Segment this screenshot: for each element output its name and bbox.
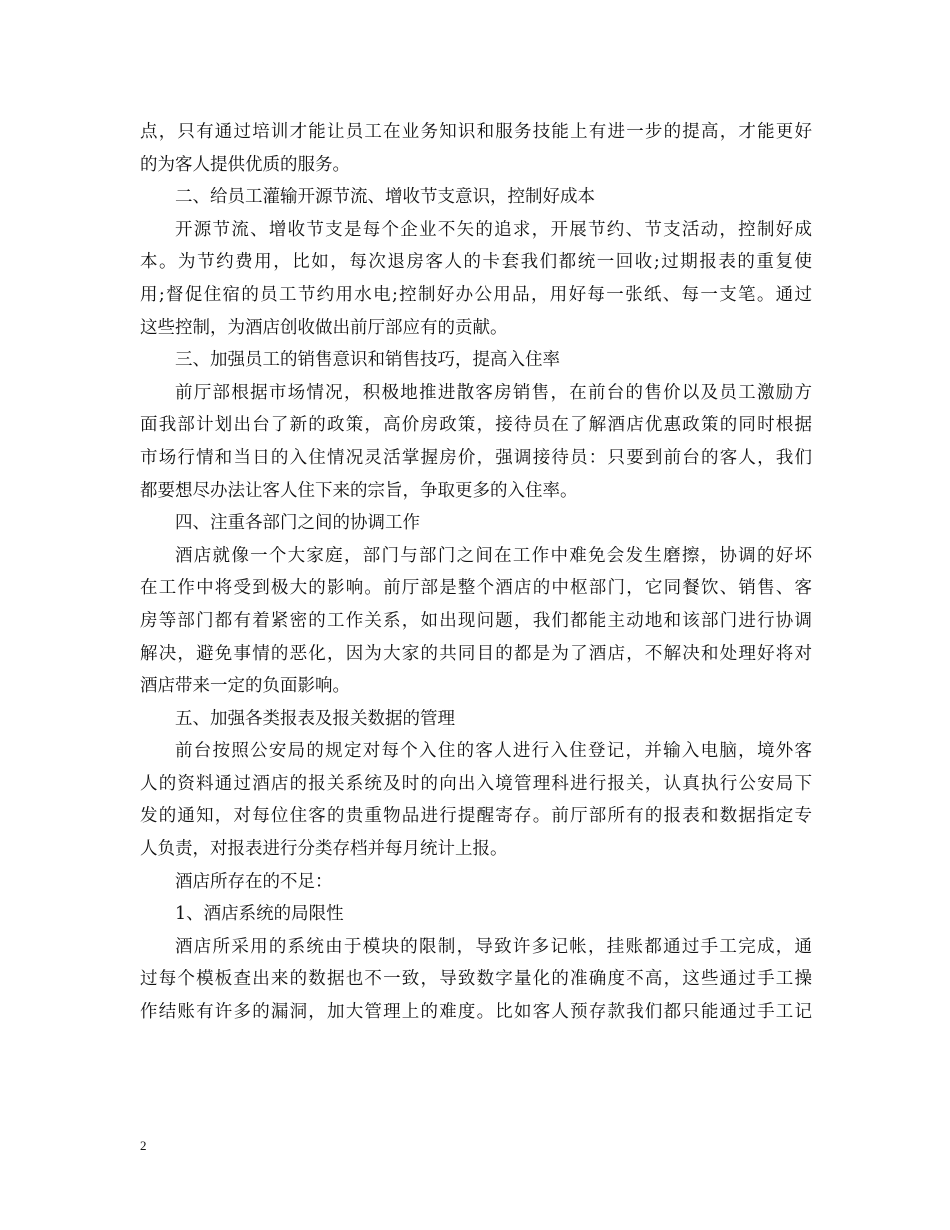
body-line-11: 市场行情和当日的入住情况灵活掌握房价，强调接待员：只要到前台的客人，我们 <box>140 447 812 468</box>
body-line-1: 点，只有通过培训才能让员工在业务知识和服务技能上有进一步的提高，才能更好 <box>140 122 812 142</box>
body-line-28: 作结账有许多的漏洞，加大管理上的难度。比如客人预存款我们都只能通过手工记 <box>140 1002 812 1023</box>
body-line-5: 本。为节约费用，比如，每次退房客人的卡套我们都统一回收;过期报表的重复使 <box>140 252 812 273</box>
body-line-21: 人的资料通过酒店的报关系统及时的向出入境管理科进行报关，认真执行公安局下 <box>140 773 812 794</box>
body-line-10: 面我部计划出台了新的政策，高价房政策，接待员在了解酒店优惠政策的同时根据 <box>140 415 812 436</box>
body-line-6: 用;督促住宿的员工节约用水电;控制好办公用品，用好每一张纸、每一支笔。通过 <box>140 284 812 305</box>
subsection-heading-1: 1、酒店系统的局限性 <box>175 904 344 925</box>
body-line-15: 在工作中将受到极大的影响。前厅部是整个酒店的中枢部门，它同餐饮、销售、客 <box>140 578 812 599</box>
body-line-27: 过每个模板查出来的数据也不一致，导致数字量化的准确度不高，这些通过手工操 <box>140 969 812 990</box>
body-line-9: 前厅部根据市场情况，积极地推进散客房销售，在前台的售价以及员工激励方 <box>175 382 812 403</box>
body-line-16: 房等部门都有着紧密的工作关系，如出现问题，我们都能主动地和该部门进行协调 <box>140 610 812 631</box>
body-line-23: 人负责，对报表进行分类存档并每月统计上报。 <box>140 839 508 860</box>
body-line-2: 的为客人提供优质的服务。 <box>140 154 350 175</box>
body-line-17: 解决，避免事情的恶化，因为大家的共同目的都是为了酒店，不解决和处理好将对 <box>140 643 812 664</box>
body-line-26: 酒店所采用的系统由于模块的限制，导致许多记帐，挂账都通过手工完成，通 <box>175 936 812 957</box>
section-heading-2: 二、给员工灌输开源节流、增收节支意识，控制好成本 <box>175 187 595 208</box>
section-heading-4: 四、注重各部门之间的协调工作 <box>175 513 420 534</box>
body-line-12: 都要想尽办法让客人住下来的宗旨，争取更多的入住率。 <box>140 480 578 501</box>
body-line-18: 酒店带来一定的负面影响。 <box>140 676 350 697</box>
section-heading-3: 三、加强员工的销售意识和销售技巧，提高入住率 <box>175 350 560 371</box>
body-line-22: 发的通知，对每位住客的贵重物品进行提醒寄存。前厅部所有的报表和数据指定专 <box>140 806 812 827</box>
body-line-7: 这些控制，为酒店创收做出前厅部应有的贡献。 <box>140 317 508 338</box>
page-number: 2 <box>140 1138 147 1153</box>
section-heading-5: 五、加强各类报表及报关数据的管理 <box>175 708 455 729</box>
body-line-20: 前台按照公安局的规定对每个入住的客人进行入住登记，并输入电脑，境外客 <box>175 741 812 762</box>
body-line-4: 开源节流、增收节支是每个企业不矢的追求，开展节约、节支活动，控制好成 <box>175 219 812 240</box>
section-heading-shortcomings: 酒店所存在的不足： <box>175 871 333 892</box>
body-line-14: 酒店就像一个大家庭，部门与部门之间在工作中难免会发生磨擦，协调的好坏 <box>175 545 812 566</box>
document-body <box>140 116 812 1029</box>
